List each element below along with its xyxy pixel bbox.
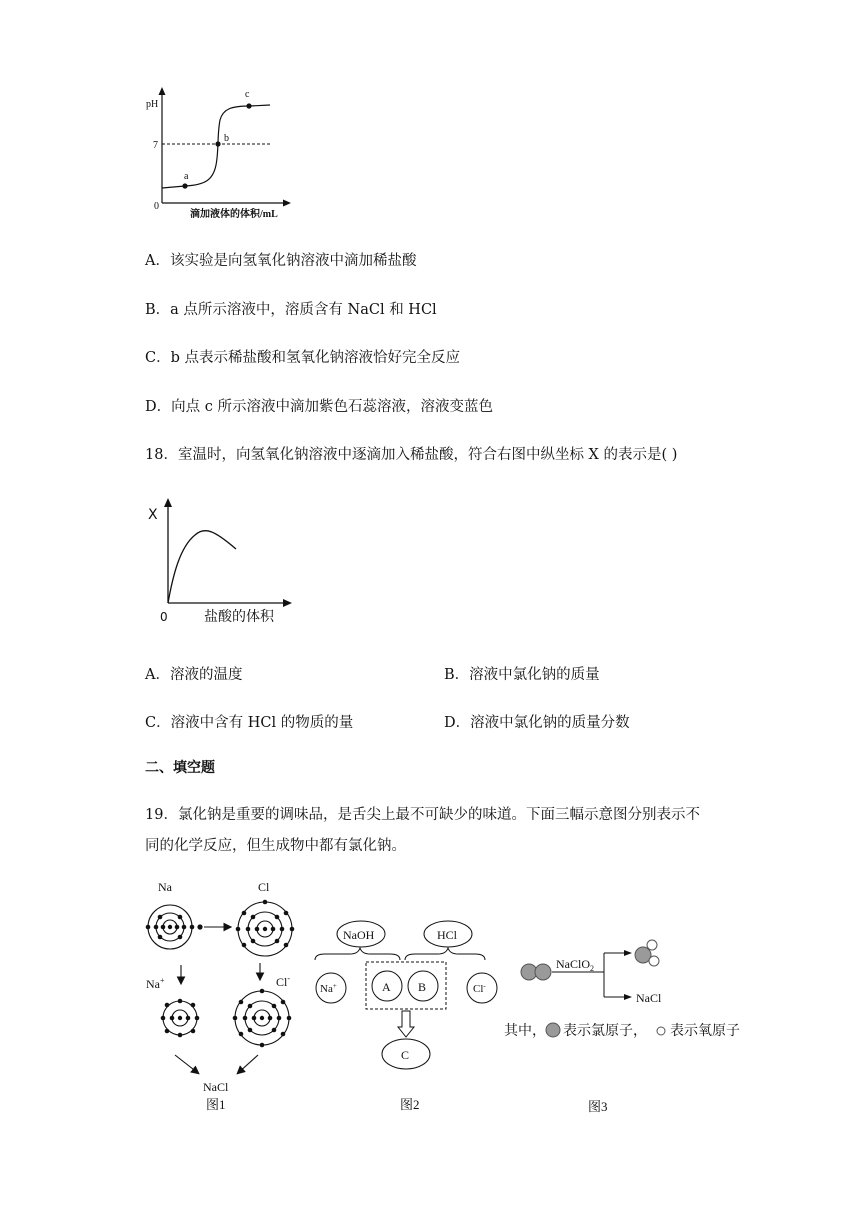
point-c [246, 103, 251, 108]
point-b-label: b [224, 133, 229, 144]
hcl-label: HCl [437, 928, 458, 942]
fig2-neutralization-diagram [310, 915, 510, 1120]
cl-ion-label: Cl- [473, 982, 486, 995]
section-title: 二、填空题 [145, 760, 215, 776]
na-ion [155, 993, 205, 1043]
x-axis-arrow [283, 200, 291, 207]
ph-curve-figure [140, 85, 310, 225]
fig3-decomposition-diagram [500, 930, 755, 1120]
q19-line2: 同的化学反应，但生成物中都有氯化钠。 [145, 838, 406, 854]
na-ion-label: Na+ [320, 982, 337, 995]
hcl-brace [405, 948, 485, 960]
y-axis-label: pH [146, 99, 159, 110]
q18-option-b: B．溶液中氯化钠的质量 [444, 667, 600, 683]
cl-ion-label: Cl- [276, 974, 291, 989]
fig3-caption: 图3 [588, 1099, 608, 1114]
naclo2-label: NaClO$_2$ [556, 957, 594, 973]
lower-arrowhead [624, 994, 632, 1000]
ph-seven-label: 7 [153, 140, 158, 151]
point-a-label: a [184, 171, 189, 182]
legend-o-text: 表示氧原子 [670, 1024, 740, 1039]
na-atom [146, 905, 195, 949]
hollow-down-arrow [398, 1011, 414, 1037]
naoh-label: NaOH [343, 928, 375, 942]
legend-o-icon [657, 1027, 665, 1035]
reaction-dashed-box [366, 962, 446, 1009]
point-c-label: c [245, 89, 250, 100]
clo2-molecule [635, 940, 659, 966]
na-atom-label: Na [158, 880, 172, 894]
fig2-caption: 图2 [400, 1097, 420, 1112]
q18-option-c: C．溶液中含有 HCl 的物质的量 [145, 715, 354, 731]
q18-figure [140, 495, 300, 630]
x-axis-label: 盐酸的体积 [204, 609, 274, 625]
fig1-caption: 图1 [206, 1097, 226, 1112]
q18-option-a: A．溶液的温度 [145, 667, 243, 683]
cl-atom-2 [535, 964, 551, 980]
q17-option-d: D．向点 c 所示溶液中滴加紫色石蕊溶液，溶液变蓝色 [145, 399, 493, 415]
ph-curve [162, 105, 270, 188]
y-axis-label: X [148, 507, 158, 523]
nacl-product-label: NaCl [203, 1080, 229, 1094]
q17-option-a: A．该实验是向氢氧化钠溶液中滴加稀盐酸 [145, 253, 417, 269]
na-to-nacl-arrow [175, 1055, 198, 1073]
q18-stem: 18．室温时，向氢氧化钠溶液中逐滴加入稀盐酸，符合右图中纵坐标 X 的表示是( ) [145, 447, 678, 463]
b-label: B [418, 980, 427, 994]
q18-option-d: D．溶液中氯化钠的质量分数 [444, 715, 630, 731]
c-label: C [401, 1048, 410, 1062]
upper-arrowhead [624, 950, 632, 956]
q17-option-c: C．b 点表示稀盐酸和氢氧化钠溶液恰好完全反应 [145, 350, 460, 366]
x-axis-label: 滴加液体的体积/mL [190, 209, 278, 220]
q19-line1: 19．氯化钠是重要的调味品，是舌尖上最不可缺少的味道。下面三幅示意图分别表示不 [145, 807, 700, 823]
point-b [215, 141, 220, 146]
x-axis-arrow [283, 599, 292, 607]
y-axis-arrow [164, 498, 172, 507]
cl-to-nacl-arrow [238, 1055, 258, 1073]
origin-label: 0 [160, 610, 168, 624]
x-curve [168, 531, 236, 603]
cl-atom [236, 900, 295, 956]
naoh-brace [315, 948, 400, 960]
legend-cl-icon [546, 1023, 560, 1037]
a-label: A [382, 980, 391, 994]
na-ion-label: Na+ [146, 976, 165, 991]
y-axis-arrow [159, 87, 166, 95]
transfer-electron [197, 924, 202, 929]
fig1-atom-diagram [140, 875, 310, 1120]
point-a [182, 183, 187, 188]
q17-option-b: B．a 点所示溶液中，溶质含有 NaCl 和 HCl [145, 302, 437, 318]
nacl-product-label: NaCl [636, 991, 662, 1005]
cl-atom-label: Cl [258, 880, 270, 894]
cl-ion [233, 989, 292, 1048]
origin-label: 0 [154, 201, 159, 212]
legend-cl-text: 表示氯原子， [563, 1024, 647, 1039]
legend-prefix: 其中， [504, 1024, 546, 1039]
